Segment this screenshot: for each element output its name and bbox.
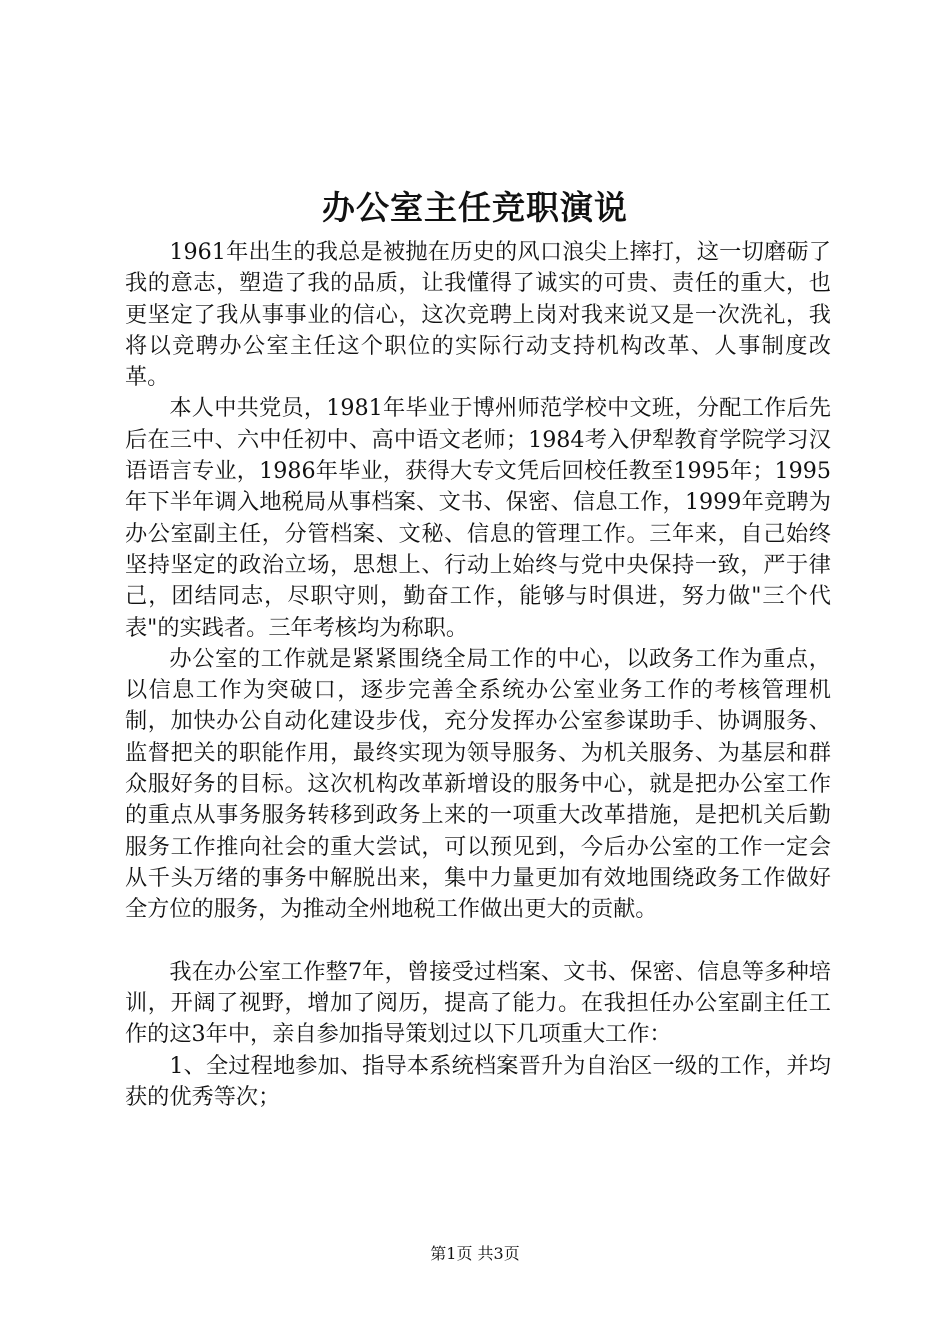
paragraph-office-role: 办公室的工作就是紧紧围绕全局工作的中心，以政务工作为重点，以信息工作为突破口，逐步完善全系统办公室业务工作的考核管理机制，加快办公自动化建设步伐，充分发挥办公室参谋助手、协调服务、监督把关的职能作用，最终实现为领导服务、为机关服务、为基层和群众服好务的目标。这次机构改革新增设的服务中心，就是把办公室工作的重点从事务服务转移到政务上来的一项重大改革措施，是把机关后勤服务工作推向社会的重大尝试，可以预见到，今后办公室的工作一定会从千头万绪的事务中解脱出来，集中力量更加有效地围绕政务工作做好全方位的服务，为推动全州地税工作做出更大的贡献。 — [125, 645, 831, 923]
paragraph-intro: 1961年出生的我总是被抛在历史的风口浪尖上摔打，这一切磨砺了我的意志，塑造了我的品质，让我懂得了诚实的可贵、责任的重大，也更坚定了我从事事业的信心，这次竞聘上岗对我来说又是一次洗礼，我将以竞聘办公室主任这个职位的实际行动支持机构改革、人事制度改革。 — [125, 239, 831, 391]
paragraph-background: 本人中共党员，1981年毕业于博州师范学校中文班，分配工作后先后在三中、六中任初中、高中语文老师；1984考入伊犁教育学院学习汉语语言专业，1986年毕业，获得大专文凭后回校任教至1995年；1995年下半年调入地税局从事档案、文书、保密、信息工作，1999年竞聘为办公室副主任，分管档案、文秘、信息的管理工作。三年来，自己始终坚持坚定的政治立场，思想上、行动上始终与党中央保持一致，严于律己，团结同志，尽职守则，勤奋工作，能够与时俱进，努力做"三个代表"的实践者。三年考核均为称职。 — [125, 395, 831, 641]
list-item: 1、全过程地参加、指导本系统档案晋升为自治区一级的工作，并均获的优秀等次； — [125, 1052, 831, 1111]
paragraph-spacer — [125, 926, 831, 957]
page-number-footer: 第1页 共3页 — [430, 1244, 520, 1263]
document-title: 办公室主任竞职演说 — [322, 188, 628, 227]
document-body — [125, 237, 831, 1113]
paragraph-experience: 我在办公室工作整7年，曾接受过档案、文书、保密、信息等多种培训，开阔了视野，增加了阅历，提高了能力。在我担任办公室副主任工作的这3年中，亲自参加指导策划过以下几项重大工作： — [125, 958, 831, 1048]
